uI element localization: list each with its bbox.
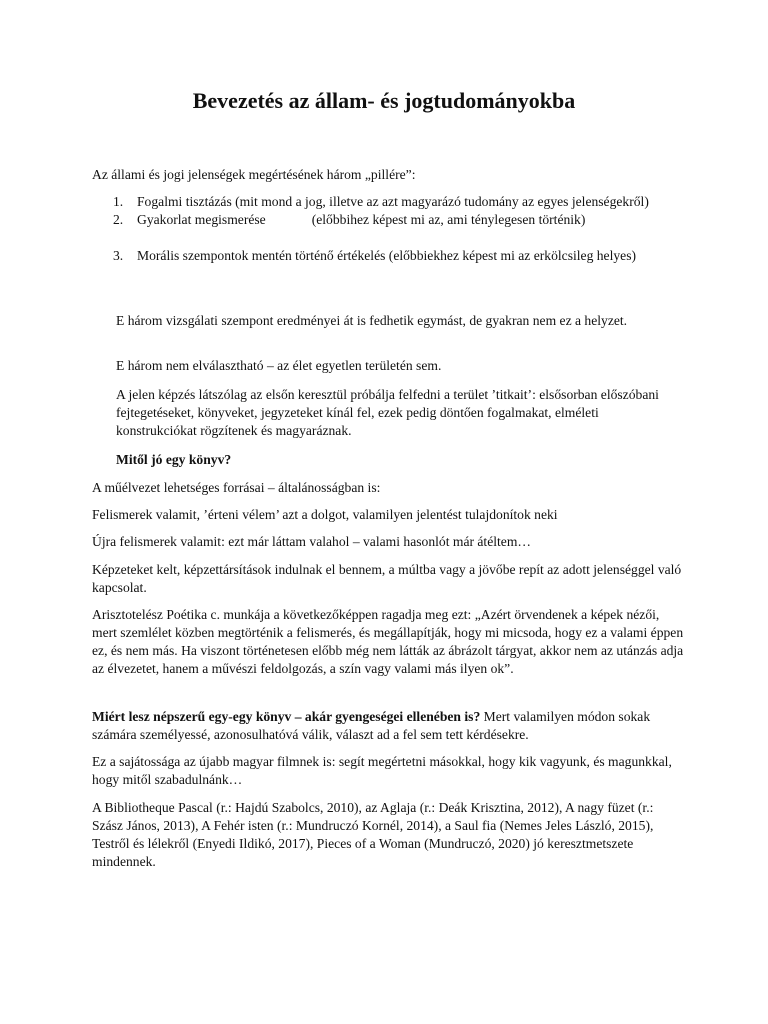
paragraph: E három nem elválasztható – az élet egyetlen területén sem. [116, 358, 442, 373]
paragraph: Újra felismerek valamit: ezt már láttam valahol – valami hasonlót már átéltem… [92, 534, 531, 549]
paragraph: A műélvezet lehetséges forrásai – általánosságban is: [92, 480, 381, 495]
paragraph: E három vizsgálati szempont eredményei át is fedhetik egymást, de gyakran nem ez a helyzet. [116, 313, 628, 328]
section-heading: Mitől jó egy könyv? [116, 452, 232, 467]
list-text: Fogalmi tisztázás (mit mond a jog, illetve az azt magyarázó tudomány az egyes jelenségekről) [137, 194, 649, 209]
paragraph: A Bibliotheque Pascal (r.: Hajdú Szabolcs, 2010), az Aglaja (r.: Deák Krisztina, 2012), A nagy füzet (r.: Szász János, 2013), A Fehér isten (r.: Mundruczó Kornél, 2014), a Saul fia (Nemes Jeles László, 2015), Testről és lélekről (Enyedi Ildikó, 2017), Pieces of a Woman (Mundruczó, 2020) jó keresztmetszete mindennek. [92, 800, 654, 869]
list-item [113, 211, 673, 229]
paragraph: Képzeteket kelt, képzettársítások indulnak el bennem, a múltba vagy a jövőbe repít az adott jelenséggel való kapcsolat. [92, 562, 682, 595]
paragraph [92, 708, 684, 744]
paragraph-rest: Mert valamilyen módon sokak számára személyessé, azonosulhatóvá válik, választ ad a fel sem tett kérdésekre. [92, 709, 651, 742]
paragraph: Felismerek valamit, ’érteni vélem’ azt a dolgot, valamilyen jelentést tulajdonítok neki [92, 507, 558, 522]
list-number: 2. [113, 212, 124, 227]
list-number: 1. [113, 194, 124, 209]
list-item [113, 247, 673, 265]
list-text: Morális szempontok mentén történő értékelés (előbbiekhez képest mi az erkölcsileg helyes) [137, 248, 637, 263]
pillars-list [113, 193, 673, 265]
paragraph: Arisztotelész Poétika c. munkája a következőképpen ragadja meg ezt: „Azért örvendenek a képek nézői, mert szemlélet közben megtörténik a felismerés, és megállapítják, hogy mi micsoda, hogy ez a valami éppen ez, és nem más. Ha viszont történetesen előbb még nem látták az ábrázolt tárgyat, akkor nem az utánzás adja az élvezetet, hanem a művészi feldolgozás, a szín vagy valami más ilyen ok”. [92, 607, 684, 676]
list-text [137, 211, 673, 229]
list-item [113, 193, 673, 211]
document-title: Bevezetés az állam- és jogtudományokba [192, 88, 576, 113]
paragraph-bold-question: Miért lesz népszerű egy-egy könyv – akár gyengeségei ellenében is? [92, 709, 481, 724]
list-text-note: (előbbihez képest mi az, ami ténylegesen történik) [311, 212, 586, 227]
list-text-main: Gyakorlat megismerése [137, 212, 266, 227]
paragraph: Ez a sajátossága az újabb magyar filmnek is: segít megértetni másokkal, hogy kik vagyunk, és magunkkal, hogy mitől szabadulnánk… [92, 754, 672, 787]
intro-paragraph: Az állami és jogi jelenségek megértésének három „pillére”: [92, 167, 416, 182]
list-number: 3. [113, 248, 124, 263]
paragraph: A jelen képzés látszólag az elsőn keresztül próbálja felfedni a terület ’titkait’: elsősorban előszóbani fejtegetéseket, könyveket, jegyzeteket kínál fel, ezek pedig döntően fogalmakat, elméleti konstrukciókat rögzítenek és magyaráznak. [116, 387, 659, 438]
